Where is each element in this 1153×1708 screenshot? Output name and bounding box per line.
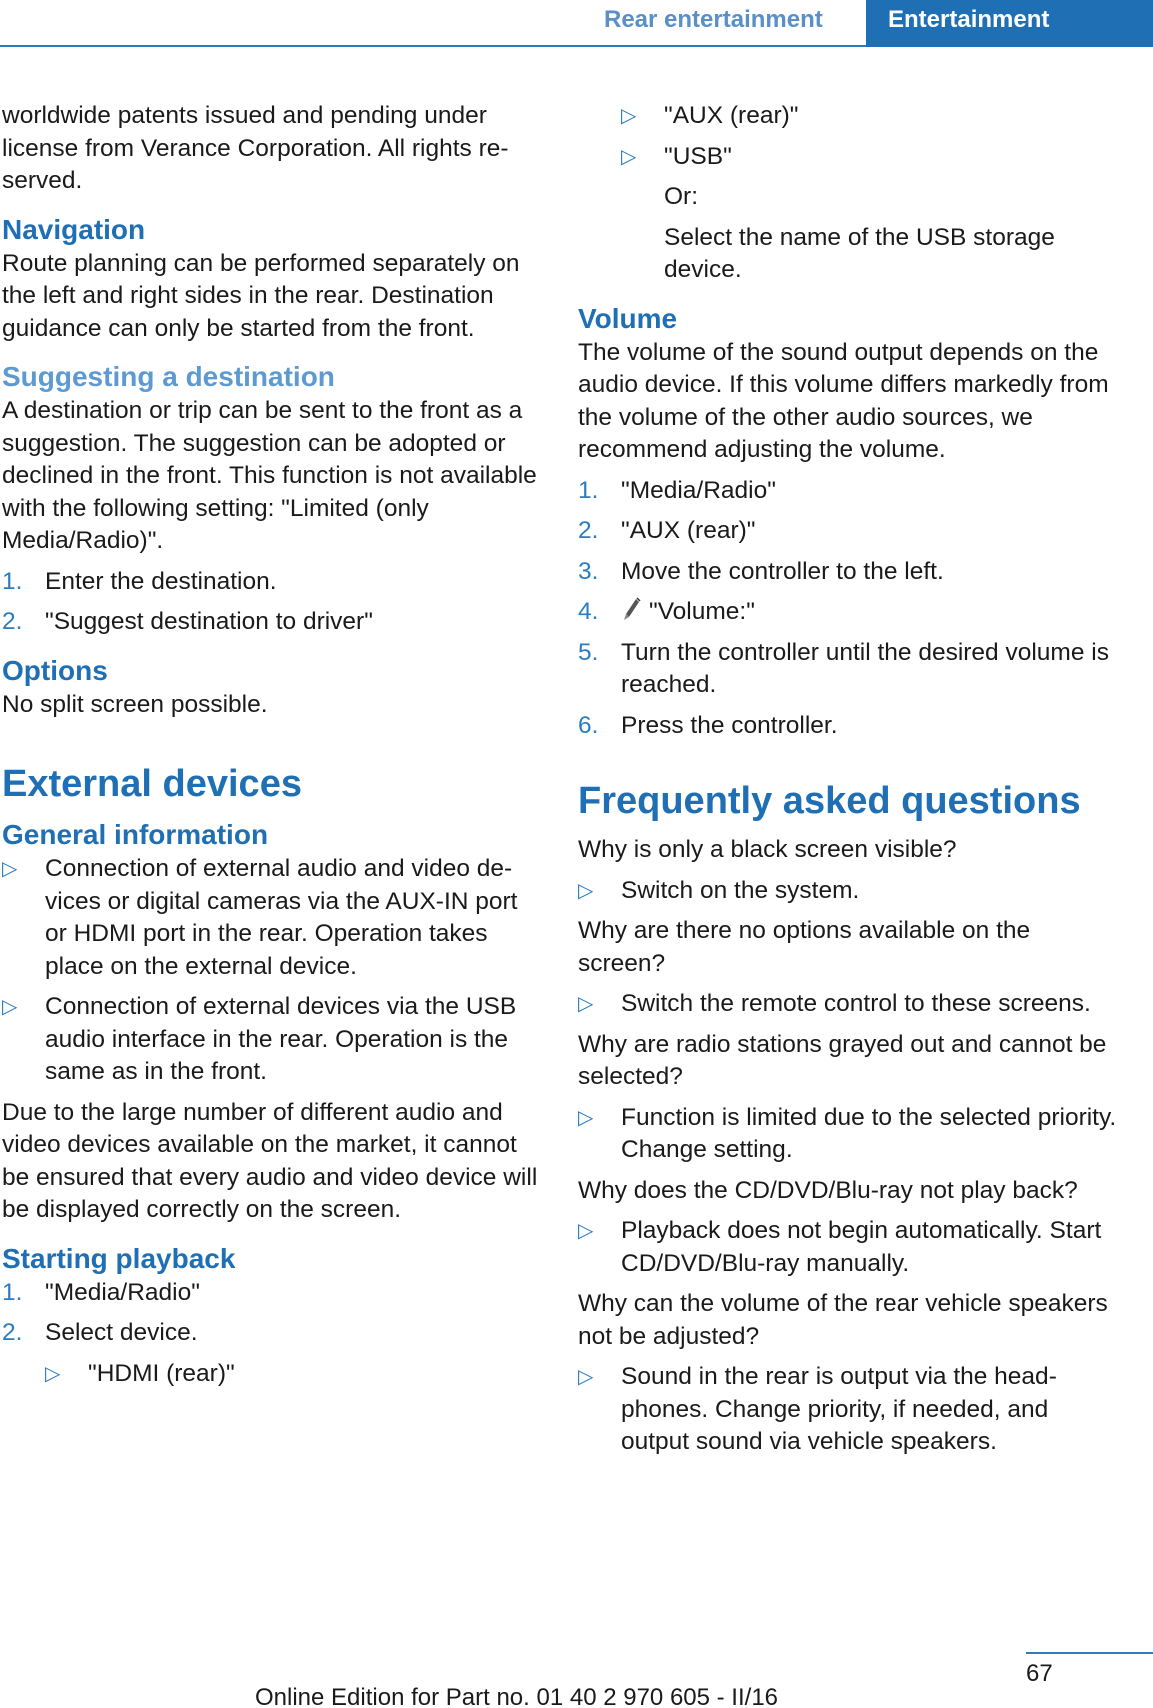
external-note: Due to the large number of different audio and video devices available on the market, it cannot be ensured that every audio and video device will be displayed correctly on the screen. <box>2 1098 538 1223</box>
list-item <box>45 1358 540 1391</box>
bullet-triangle-icon: ▷ <box>578 1106 594 1129</box>
options-heading: Options <box>2 654 108 686</box>
list-item <box>578 1215 1118 1280</box>
select-usb-text: Select the name of the USB storage device. <box>664 223 1055 283</box>
list-item <box>2 991 540 1089</box>
right-column <box>578 100 1118 1467</box>
starting-playback-heading: Starting playback <box>2 1242 236 1274</box>
step-number: 4. <box>578 598 599 625</box>
list-item <box>578 475 1118 508</box>
list-item <box>578 637 1118 702</box>
step-number: 1. <box>2 1278 23 1306</box>
list-item <box>578 596 1118 629</box>
bullet-triangle-icon: ▷ <box>578 879 594 902</box>
suggesting-steps <box>2 566 540 639</box>
faq-heading: Frequently asked questions <box>578 780 1081 822</box>
faq-answer-list <box>578 1215 1118 1280</box>
step-text-with-icon <box>621 596 755 629</box>
list-item <box>621 141 1118 174</box>
step-number: 6. <box>578 711 599 739</box>
step-number: 1. <box>578 476 599 504</box>
suggesting-text: A destination or trip can be sent to the front as a suggestion. The suggestion can be adopted or declined in the front. This function is not available with the following setting: "Limited (only Media/Radio)". <box>2 397 537 554</box>
step-text: Move the controller to the left. <box>621 557 944 585</box>
general-information-heading: General information <box>2 819 269 850</box>
bullet-text: "AUX (rear)" <box>664 102 799 129</box>
pen-icon <box>621 597 641 623</box>
bullet-triangle-icon: ▷ <box>2 996 18 1018</box>
step-text: "Media/Radio" <box>45 1278 200 1306</box>
bullet-triangle-icon: ▷ <box>45 1362 61 1385</box>
step-number: 1. <box>2 567 23 595</box>
navigation-heading: Navigation <box>2 213 146 245</box>
faq-question: Why is only a black screen visible? <box>578 836 957 863</box>
list-item <box>2 1317 540 1350</box>
step-text: "Volume:" <box>649 598 755 625</box>
step-number: 3. <box>578 557 599 585</box>
list-item <box>2 1277 540 1310</box>
bullet-triangle-icon: ▷ <box>2 858 18 880</box>
header-rule <box>0 45 866 47</box>
external-devices-heading: External devices <box>2 763 302 805</box>
step-number: 2. <box>2 1319 23 1346</box>
device-sub-list-continued <box>621 100 1118 173</box>
bullet-text: "USB" <box>664 142 732 170</box>
list-item <box>578 515 1118 548</box>
header-section-tab: Rear entertainment <box>604 6 823 33</box>
step-text: "Suggest destination to driver" <box>45 608 373 635</box>
faq-answer-list <box>578 1361 1118 1459</box>
external-bullets <box>2 853 540 1089</box>
volume-text: The volume of the sound output depends on the audio device. If this volume differs markedly from the volume of the other audio sources, we recommend adjusting the volume. <box>578 338 1109 463</box>
bullet-text: Connection of external devices via the USB audio interface in the rear. Operation is the same as in the front. <box>45 993 517 1085</box>
faq-answer: Sound in the rear is output via the headphones. Change priority, if needed, and output sound via vehicle speakers. <box>621 1363 1057 1455</box>
list-item <box>578 556 1118 589</box>
edition-footer: Online Edition for Part no. 01 40 2 970 605 - II/16 <box>255 1684 779 1708</box>
list-item <box>578 875 1118 908</box>
device-sub-list <box>45 1358 540 1391</box>
faq-question: Why are radio stations grayed out and cannot be selected? <box>578 1030 1107 1090</box>
bullet-triangle-icon: ▷ <box>621 105 637 127</box>
bullet-triangle-icon: ▷ <box>621 145 637 168</box>
step-text: "AUX (rear)" <box>621 517 756 544</box>
step-number: 5. <box>578 638 599 666</box>
list-item <box>2 853 540 983</box>
step-text: Turn the controller until the desired volume is reached. <box>621 638 1109 698</box>
volume-steps <box>578 475 1118 743</box>
faq-answer-list <box>578 1102 1118 1167</box>
header-chapter-tab: Entertainment <box>866 0 1153 47</box>
bullet-triangle-icon: ▷ <box>578 993 594 1015</box>
navigation-text: Route planning can be performed separately on the left and right sides in the rear. Destination guidance can only be started from the front. <box>2 249 520 342</box>
volume-heading: Volume <box>578 302 678 334</box>
step-number: 2. <box>578 517 599 544</box>
suggesting-heading: Suggesting a destination <box>2 361 335 392</box>
page-number: 67 <box>1026 1660 1053 1687</box>
step-number: 2. <box>2 608 23 635</box>
bullet-text: Connection of external audio and video devices or digital cameras via the AUX-IN port or HDMI port in the rear. Operation takes place on the external device. <box>45 855 518 980</box>
faq-answer-list <box>578 875 1118 908</box>
bullet-triangle-icon: ▷ <box>578 1220 594 1242</box>
step-text: Select device. <box>45 1319 198 1346</box>
list-item <box>578 710 1118 743</box>
playback-steps <box>2 1277 540 1350</box>
left-column <box>2 100 540 1398</box>
list-item <box>2 606 540 639</box>
faq-answer: Switch on the system. <box>621 876 860 904</box>
list-item <box>578 1102 1118 1167</box>
intro-text: worldwide patents issued and pending under license from Verance Corporation. All rights reserved. <box>2 102 509 194</box>
faq-answer-list <box>578 988 1118 1021</box>
bullet-text: "HDMI (rear)" <box>88 1359 235 1387</box>
faq-question: Why can the volume of the rear vehicle speakers not be adjusted? <box>578 1290 1108 1350</box>
footer-rule <box>1026 1652 1153 1654</box>
faq-answer: Switch the remote control to these screens. <box>621 990 1091 1017</box>
list-item <box>578 988 1118 1021</box>
list-item <box>621 100 1118 133</box>
step-text: Enter the destination. <box>45 567 277 595</box>
bullet-triangle-icon: ▷ <box>578 1366 594 1388</box>
step-text: "Media/Radio" <box>621 476 776 504</box>
step-text: Press the controller. <box>621 711 838 739</box>
options-text: No split screen possible. <box>2 690 268 718</box>
list-item <box>578 1361 1118 1459</box>
faq-question: Why are there no options available on the screen? <box>578 917 1031 977</box>
or-text: Or: <box>664 183 699 210</box>
faq-question: Why does the CD/DVD/Blu-ray not play back? <box>578 1176 1078 1204</box>
list-item <box>2 566 540 599</box>
faq-answer: Function is limited due to the selected priority. Change setting. <box>621 1103 1117 1163</box>
faq-answer: Playback does not begin automatically. Start CD/DVD/Blu-ray manually. <box>621 1217 1102 1277</box>
